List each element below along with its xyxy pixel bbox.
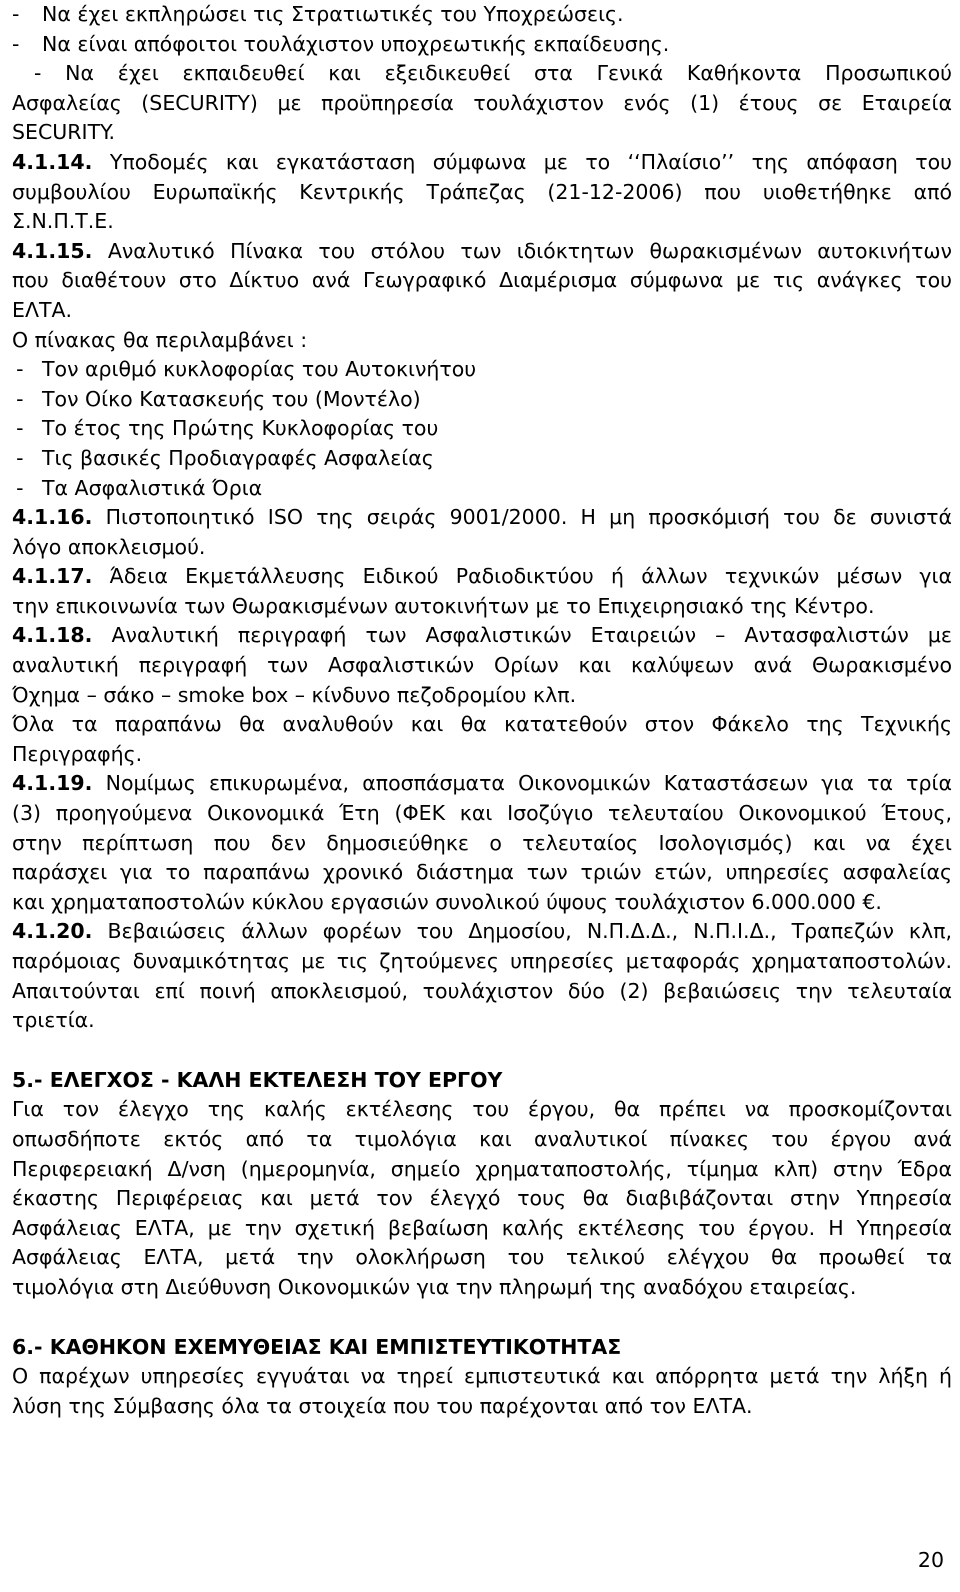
- list-item: - Τον Οίκο Κατασκευής του (Μοντέλο): [12, 386, 421, 411]
- section-5-line: έκαστης Περιφέρειας και μετά τον έλεγχό τους θα διαβιβάζονται στην Υπηρεσία: [12, 1186, 952, 1211]
- item-4-1-20: 4.1.20. Βεβαιώσεις άλλων φορέων του Δημοσίου, Ν.Π.Δ.Δ., Ν.Π.Ι.Δ., Τραπεζών κλπ,: [12, 919, 952, 944]
- item-4-1-18: 4.1.18. Αναλυτική περιγραφή των Ασφαλιστικών Εταιρειών – Αντασφαλιστών με: [12, 623, 952, 648]
- section-5-line: οπωσδήποτε εκτός από τα τιμολόγια και αναλυτικοί πίνακες του έργου ανά: [12, 1126, 952, 1151]
- item-text-line: παράσχει για το παραπάνω χρονικό διάστημα των τριών ετών, υπηρεσίες ασφαλείας: [12, 860, 952, 885]
- item-4-1-16: 4.1.16. Πιστοποιητικό ISO της σειράς 9001/2000. Η μη προσκόμισή του δε συνιστά: [12, 505, 952, 530]
- item-4-1-14: 4.1.14. Υποδομές και εγκατάσταση σύμφωνα με το ‘‘Πλαίσιο’’ της απόφαση του: [12, 149, 952, 174]
- list-item: - Τον αριθμό κυκλοφορίας του Αυτοκινήτου: [12, 357, 477, 382]
- section-6-heading: 6.- ΚΑΘΗΚΟΝ ΕΧΕΜΥΘΕΙΑΣ ΚΑΙ ΕΜΠΙΣΤΕΥΤΙΚΟΤΗΤΑΣ: [12, 1334, 622, 1359]
- spacer: [12, 1036, 952, 1066]
- list-item: - Τα Ασφαλιστικά Όρια: [12, 475, 263, 500]
- section-5-line: Ασφάλειας ΕΛΤΑ, με την σχετική βεβαίωση καλής εκτέλεσης του έργου. Η Υπηρεσία: [12, 1215, 952, 1240]
- item-text-line: συμβουλίου Ευρωπαϊκής Κεντρικής Τράπεζας (21-12-2006) που υιοθετήθηκε από: [12, 179, 952, 204]
- requirement-line: - Να έχει εκπληρώσει τις Στρατιωτικές του Υποχρεώσεις.: [12, 2, 624, 26]
- item-text-line: Περιγραφής.: [12, 741, 143, 766]
- item-text-line: Σ.Ν.Π.Τ.Ε.: [12, 209, 114, 234]
- requirement-line: - Να είναι απόφοιτοι τουλάχιστον υποχρεωτικής εκπαίδευσης.: [12, 31, 670, 56]
- section-5-line: Ασφάλειας ΕΛΤΑ, μετά την ολοκλήρωση του τελικού ελέγχου θα προωθεί τα: [12, 1245, 952, 1270]
- page-number: 20: [917, 1548, 944, 1572]
- section-6-line: λύση της Σύμβασης όλα τα στοιχεία που του παρέχονται από τον ΕΛΤΑ.: [12, 1393, 753, 1418]
- table-intro: Ο πίνακας θα περιλαμβάνει :: [12, 327, 308, 352]
- item-text-line: και χρηματαποστολών κύκλου εργασιών συνολικού ύψους τουλάχιστον 6.000.000 €.: [12, 889, 882, 914]
- item-text-line: ΕΛΤΑ.: [12, 297, 73, 322]
- item-text-line: Όχημα – σάκο – smoke box – κίνδυνο πεζοδρομίου κλπ.: [12, 682, 577, 707]
- item-text-line: την επικοινωνία των Θωρακισμένων αυτοκινήτων με το Επιχειρησιακό της Κέντρο.: [12, 593, 875, 618]
- spacer: [12, 1303, 952, 1333]
- requirement-line: - Να έχει εκπαιδευθεί και εξειδικευθεί στα Γενικά Καθήκοντα Προσωπικού: [34, 61, 952, 86]
- section-5-line: Περιφερειακή Δ/νση (ημερομηνία, σημείο χρηματαποστολής, τίμημα κλπ) στην Έδρα: [12, 1156, 952, 1181]
- item-4-1-15: 4.1.15. Αναλυτικό Πίνακα του στόλου των ιδιόκτητων θωρακισμένων αυτοκινήτων: [12, 238, 952, 263]
- section-5-line: Για τον έλεγχο της καλής εκτέλεσης του έργου, θα πρέπει να προσκομίζονται: [12, 1097, 952, 1122]
- section-5-heading: 5.- ΕΛΕΓΧΟΣ - ΚΑΛΗ ΕΚΤΕΛΕΣΗ ΤΟΥ ΕΡΓΟΥ: [12, 1067, 503, 1092]
- item-text-line: παρόμοιας δυναμικότητας με τις ζητούμενες υπηρεσίες μεταφοράς χρηματαποστολών.: [12, 949, 952, 973]
- item-text-line: αναλυτική περιγραφή των Ασφαλιστικών Ορίων και καλύψεων ανά Θωρακισμένο: [12, 653, 952, 678]
- requirement-line: Ασφαλείας (SECURITY) με προϋπηρεσία τουλάχιστον ενός (1) έτους σε Εταιρεία: [12, 90, 952, 115]
- item-text-line: που διαθέτουν στο Δίκτυο ανά Γεωγραφικό Διαμέρισμα σύμφωνα με τις ανάγκες του: [12, 268, 952, 293]
- item-text-line: τριετία.: [12, 1008, 95, 1033]
- item-4-1-19: 4.1.19. Νομίμως επικυρωμένα, αποσπάσματα Οικονομικών Καταστάσεων για τα τρία: [12, 771, 952, 796]
- list-item: - Το έτος της Πρώτης Κυκλοφορίας του: [12, 416, 439, 441]
- item-4-1-17: 4.1.17. Άδεια Εκμετάλλευσης Ειδικού Ραδιοδικτύου ή άλλων τεχνικών μέσων για: [12, 564, 952, 589]
- list-item: - Τις βασικές Προδιαγραφές Ασφαλείας: [12, 445, 434, 470]
- section-5-line: τιμολόγια στη Διεύθυνση Οικονομικών για την πληρωμή της αναδόχου εταιρείας.: [12, 1274, 857, 1299]
- item-text-line: Απαιτούνται επί ποινή αποκλεισμού, τουλάχιστον δύο (2) βεβαιώσεις την τελευταία: [12, 978, 952, 1003]
- item-text-line: λόγο αποκλεισμού.: [12, 534, 206, 559]
- item-text-line: στην περίπτωση που δεν δημοσιεύθηκε ο τελευταίος Ισολογισμός) και να έχει: [12, 830, 952, 855]
- item-text-line: Όλα τα παραπάνω θα αναλυθούν και θα κατατεθούν στον Φάκελο της Τεχνικής: [12, 712, 952, 737]
- section-6-line: Ο παρέχων υπηρεσίες εγγυάται να τηρεί εμπιστευτικά και απόρρητα μετά την λήξη ή: [12, 1364, 952, 1389]
- item-text-line: (3) προηγούμενα Οικονομικά Έτη (ΦΕΚ και Ισοζύγιο τελευταίου Οικονομικού Έτους,: [12, 801, 952, 826]
- requirement-line: SECURITY.: [12, 120, 115, 145]
